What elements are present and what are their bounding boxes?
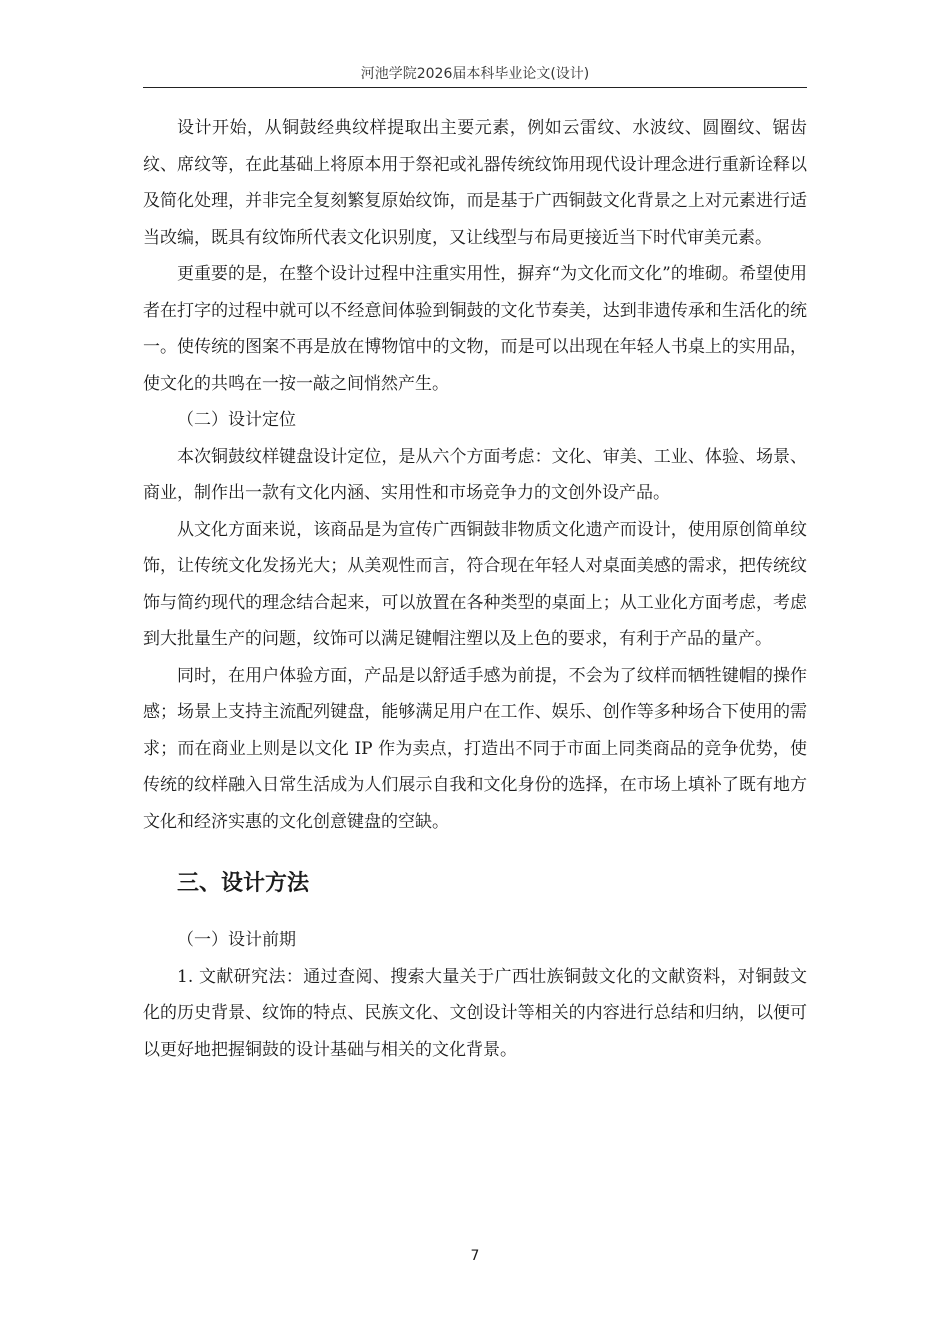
- header-rule: [143, 87, 807, 88]
- running-header: 河池学院2026届本科毕业论文(设计): [360, 66, 590, 82]
- subheading-early-design: （一）设计前期: [177, 930, 296, 950]
- paragraph-positioning-aspects: 本次铜鼓纹样键盘设计定位，是从六个方面考虑：文化、审美、工业、体验、场景、商业，制作出一款有文化内涵、实用性和市场竞争力的文创外设产品。: [143, 446, 807, 503]
- subheading-design-positioning: （二）设计定位: [177, 410, 296, 430]
- page-number: 7: [470, 1248, 480, 1264]
- paragraph-experience-scene-business: 同时，在用户体验方面，产品是以舒适手感为前提，不会为了纹样而牺牲键帽的操作感；场景上支持主流配列键盘，能够满足用户在工作、娱乐、创作等多种场合下使用的需求；而在商业上则是以文化 IP 作为卖点，打造出不同于市面上同类商品的竞争优势，使传统的纹样融入日常生活成为人们展示自我和文化身份的选择，在市场上填补了既有地方文化和经济实惠的文化创意键盘的空缺。: [143, 665, 807, 832]
- paragraph-literature-research: 1. 文献研究法：通过查阅、搜索大量关于广西壮族铜鼓文化的文献资料，对铜鼓文化的历史背景、纹饰的特点、民族文化、文创设计等相关的内容进行总结和归纳，以便可以更好地把握铜鼓的设计基础与相关的文化背景。: [143, 966, 807, 1060]
- section-title-design-methods: 三、设计方法: [177, 871, 310, 896]
- paragraph-practicality: 更重要的是，在整个设计过程中注重实用性，摒弃“为文化而文化”的堆砌。希望使用者在打字的过程中就可以不经意间体验到铜鼓的文化节奏美，达到非遗传承和生活化的统一。使传统的图案不再是放在博物馆中的文物，而是可以出现在年轻人书桌上的实用品，使文化的共鸣在一按一敲之间悄然产生。: [143, 264, 807, 394]
- page-body: [143, 110, 807, 1068]
- paragraph-design-start: 设计开始，从铜鼓经典纹样提取出主要元素，例如云雷纹、水波纹、圆圈纹、锯齿纹、席纹等，在此基础上将原本用于祭祀或礼器传统纹饰用现代设计理念进行重新诠释以及简化处理，并非完全复刻繁复原始纹饰，而是基于广西铜鼓文化背景之上对元素进行适当改编，既具有纹饰所代表文化识别度，又让线型与布局更接近当下时代审美元素。: [143, 118, 807, 248]
- paragraph-culture-aesthetics-industry: 从文化方面来说，该商品是为宣传广西铜鼓非物质文化遗产而设计，使用原创简单纹饰，让传统文化发扬光大；从美观性而言，符合现在年轻人对桌面美感的需求，把传统纹饰与简约现代的理念结合起来，可以放置在各种类型的桌面上；从工业化方面考虑，考虑到大批量生产的问题，纹饰可以满足键帽注塑以及上色的要求，有利于产品的量产。: [143, 519, 807, 649]
